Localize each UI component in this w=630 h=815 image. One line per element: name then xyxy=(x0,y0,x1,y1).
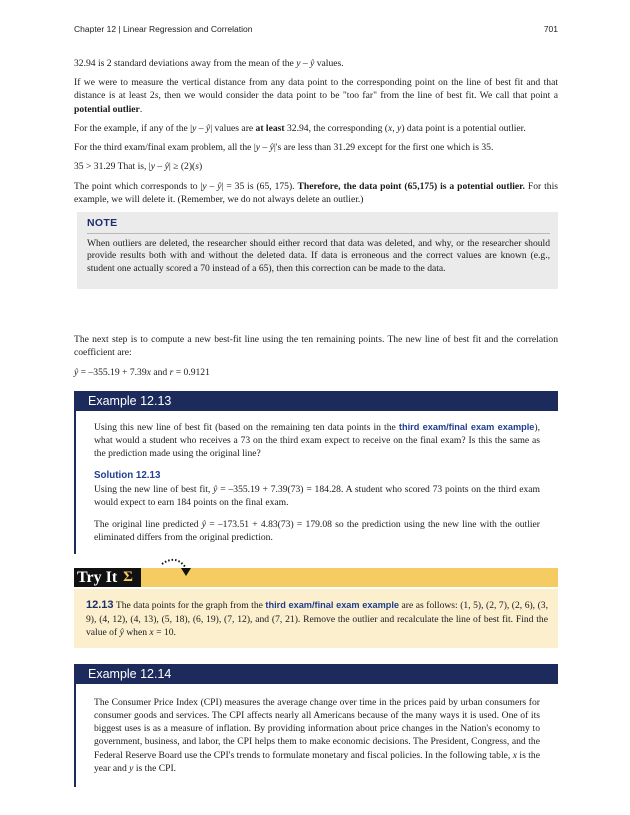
paragraph-third-exam: For the third exam/final exam problem, all the |y – ŷ|'s are less than 31.29 except for the first one which is 35. xyxy=(74,142,494,154)
example-12-13-body xyxy=(74,411,558,554)
third-exam-example-link-2[interactable]: third exam/final exam example xyxy=(265,599,400,610)
paragraph-inequality: 35 > 31.29 That is, |y – ŷ| ≥ (2)(s) xyxy=(74,161,203,173)
paragraph-example-criterion: For the example, if any of the |y – ŷ| values are at least 32.94, the corresponding (x, y) data point is a potential outlier. xyxy=(74,122,526,134)
potential-outlier-term: potential outlier xyxy=(74,103,140,115)
solution-text-1: Using the new line of best fit, ŷ = –355.19 + 7.39(73) = 184.28. A student who scored 73 points on the third exam would expect to earn 184 points on the final exam. xyxy=(94,484,540,509)
dotted-arrow-icon xyxy=(160,556,194,582)
example-question: Using this new line of best fit (based on the remaining ten data points in the third exam/final exam example), what would a student who receives a 73 on the third exam expect to receive on the final exam? Is this the same as the prediction made using the original line? xyxy=(94,421,540,460)
solution-text-2: The original line predicted ŷ = –173.51 + 4.83(73) = 179.08 so the prediction using the new line with the outlier eliminated differs from the original prediction. xyxy=(94,518,540,543)
page-number: 701 xyxy=(543,24,558,34)
try-it-label: Try It Σ xyxy=(74,568,141,587)
note-body: When outliers are deleted, the researcher should either record that data was deleted, and why, or the researcher should provide results both with and without the deleted data. If data is erroneous and the correct values are known (e.g., student one actually scored a 70 instead of a 65), then this correction can be made to the data. xyxy=(87,237,550,275)
page-content xyxy=(74,57,558,787)
try-it-text: 12.13 The data points for the graph from the third exam/final exam example are as follows: (1, 5), (2, 7), (2, 6), (3, 9), (4, 12), (4, 13), (5, 18), (6, 19), (7, 12), and (7, 21). Remove the outlier and recalculate the line of best fit. Find the value of ŷ when x = 10. xyxy=(86,598,548,639)
note-box xyxy=(74,212,558,289)
example-12-14-header: Example 12.14 xyxy=(74,664,558,684)
try-it-number: 12.13 xyxy=(86,598,114,611)
note-title: NOTE xyxy=(87,216,550,233)
cpi-paragraph: The Consumer Price Index (CPI) measures the average change over time in the prices paid by urban consumers for consumer goods and services. The CPI affects nearly all Americans because of the many ways it is used. One of its biggest uses is as a measure of inflation. By providing information about price changes in the Nation's economy to government, business, and labor, the CPI helps them to make economic decisions. The President, Congress, and the Federal Reserve Board use the CPI's trends to formulate monetary and fiscal policies. In the following table, x is the year and y is the CPI. xyxy=(94,696,540,774)
paragraph-std-deviations: 32.94 is 2 standard deviations away from the mean of the y – ŷ values. xyxy=(74,58,344,69)
try-it-body xyxy=(74,589,558,648)
chapter-title: Chapter 12 | Linear Regression and Correlation xyxy=(74,24,253,34)
try-it-banner xyxy=(74,568,558,587)
paragraph-potential-outlier: The point which corresponds to |y – ŷ| = 35 is (65, 175). Therefore, the data point (65,175) is a potential outlier. For this example, we will delete it. (Remember, we do not always delete an outlier.) xyxy=(74,180,558,205)
example-12-14-body xyxy=(74,684,558,787)
example-12-13-header: Example 12.13 xyxy=(74,391,558,411)
solution-title: Solution 12.13 xyxy=(94,469,161,481)
third-exam-example-link[interactable]: third exam/final exam example xyxy=(398,421,535,432)
sigma-icon: Σ xyxy=(123,568,133,585)
paragraph-outlier-definition: If we were to measure the vertical distance from any data point to the corresponding point on the line of best fit and that distance is at least 2s, then we would consider the data point to be "too far" from the line of best fit. We call that point a potential outlier. xyxy=(74,77,558,115)
page-header xyxy=(74,24,558,34)
equation-new-line: ŷ = –355.19 + 7.39x and r = 0.9121 xyxy=(74,366,210,378)
paragraph-new-line: The next step is to compute a new best-fit line using the ten remaining points. The new line of best fit and the correlation coefficient are: xyxy=(74,334,558,359)
